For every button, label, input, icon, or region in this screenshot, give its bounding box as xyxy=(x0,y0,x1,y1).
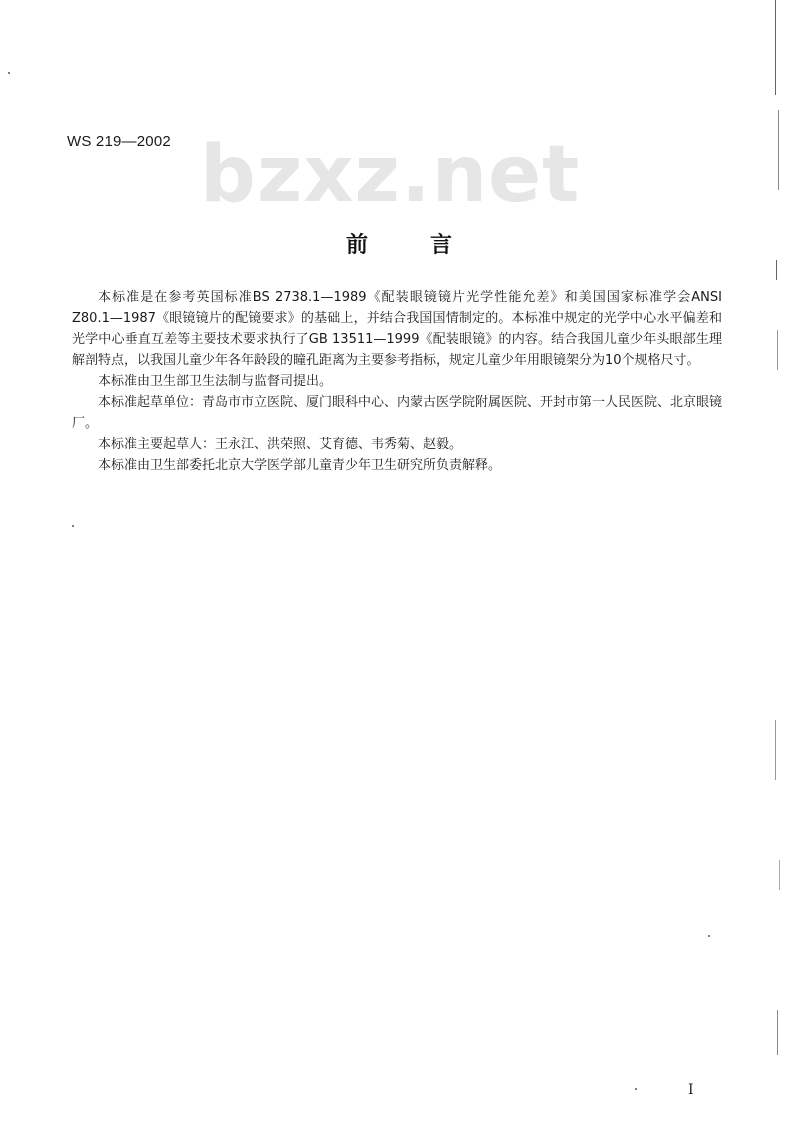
paragraph-basis: 本标准是在参考英国标准BS 2738.1—1989《配装眼镜镜片光学性能允差》和美国国家标准学会ANSI Z80.1—1987《眼镜镜片的配镜要求》的基础上，并结合我国国情制定的。本标准中规定的光学中心水平偏差和光学中心垂直互差等主要技术要求执行了GB 13511—1999《配装眼镜》的内容。结合我国儿童少年头眼部生理解剖特点，以我国儿童少年各年龄段的瞳孔距离为主要参考指标，规定儿童少年用眼镜架分为10个规格尺寸。 xyxy=(72,290,722,368)
paragraph-interpretation: 本标准由卫生部委托北京大学医学部儿童青少年卫生研究所负责解释。 xyxy=(98,458,502,473)
title-char-2: 言 xyxy=(430,233,455,258)
paragraph-drafters: 本标准主要起草人：王永江、洪荣照、艾育德、韦秀菊、赵毅。 xyxy=(98,437,463,452)
watermark-logo: bzxz.net xyxy=(200,130,581,220)
title-char-1: 前 xyxy=(345,233,370,258)
paragraph-drafting-units: 本标准起草单位：青岛市市立医院、厦门眼科中心、内蒙古医学院附属医院、开封市第一人民医院、北京眼镜厂。 xyxy=(72,395,723,431)
foreword-body xyxy=(72,287,722,476)
paragraph-proposer: 本标准由卫生部卫生法制与监督司提出。 xyxy=(98,374,333,389)
standard-number: WS 219—2002 xyxy=(67,133,171,150)
page-number: I xyxy=(688,1082,694,1098)
page-title xyxy=(0,228,800,259)
